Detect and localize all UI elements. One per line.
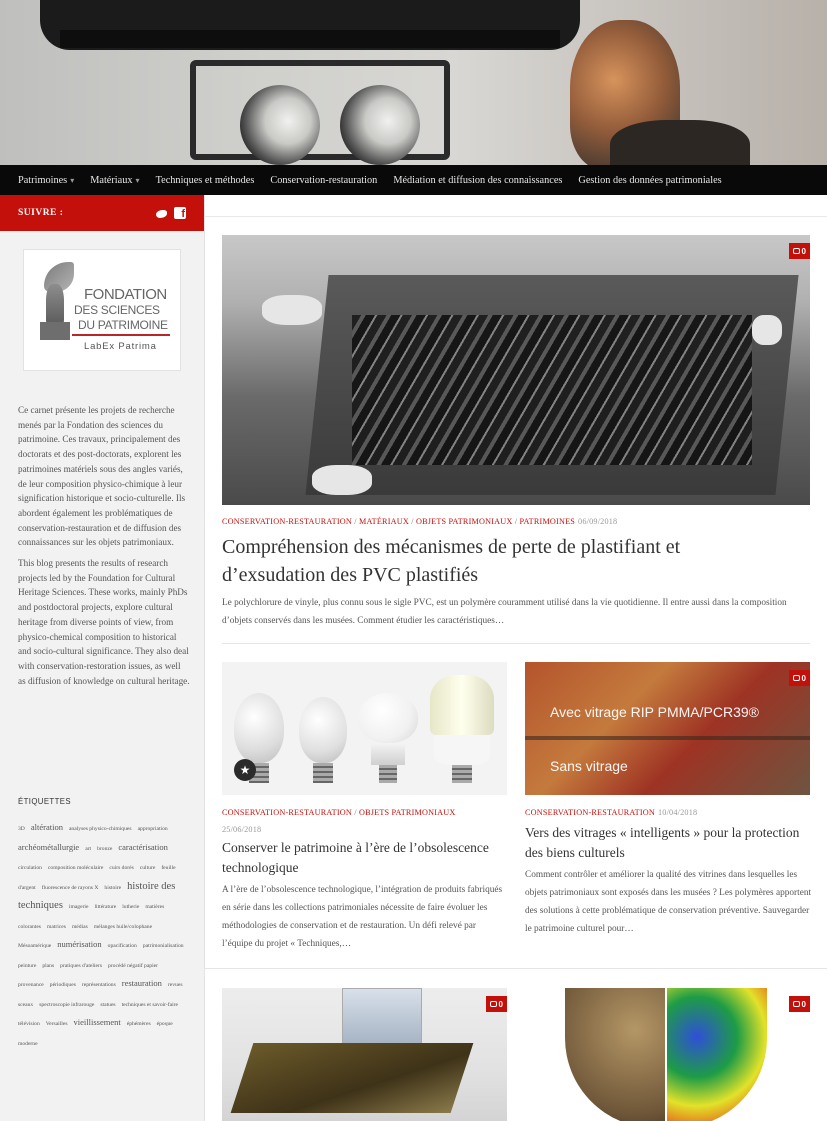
tag-link[interactable]: procédé négatif papier — [108, 962, 159, 969]
comment-count-badge[interactable]: 0 — [789, 670, 810, 686]
nav-item-techniques[interactable]: Techniques et méthodes — [155, 174, 255, 186]
post-date: 25/06/2018 — [222, 825, 262, 834]
tag-link[interactable]: revues — [167, 982, 183, 988]
facebook-icon[interactable]: f — [174, 207, 186, 219]
nav-item-conservation[interactable]: Conservation-restauration — [270, 174, 378, 186]
post-2-categories: CONSERVATION-RESTAURATION / OBJETS PATRIMONIAUX 25/06/2018 — [222, 808, 456, 834]
tag-link[interactable]: feuille d'argent — [18, 865, 176, 891]
comment-icon — [793, 248, 800, 254]
nav-item-gestion[interactable]: Gestion des données patrimoniales — [578, 174, 722, 186]
post-3-categories — [525, 804, 697, 821]
tag-link[interactable]: cuirs dorés — [109, 865, 134, 871]
bulb-icon — [294, 697, 352, 783]
tag-link[interactable]: représentations — [81, 982, 116, 988]
tag-link[interactable]: peinture — [18, 962, 37, 969]
tag-link[interactable]: altération — [30, 822, 63, 832]
tag-link[interactable]: sceaux — [18, 1001, 34, 1008]
winged-victory-icon — [36, 262, 74, 340]
category-link[interactable]: CONSERVATION-RESTAURATION — [222, 517, 352, 526]
tag-link[interactable]: provenance — [18, 982, 44, 988]
caret-down-icon: ▾ — [135, 175, 140, 185]
tag-link[interactable]: éphémères — [126, 1021, 151, 1027]
post-1-title[interactable]: Compréhension des mécanismes de perte de plastifiant et d’exsudation des PVC plastifiés — [222, 536, 681, 586]
post-3-title[interactable]: Vers des vitrages « intelligents » pour la protection des biens culturels — [525, 825, 800, 860]
tag-link[interactable]: vieillissement — [73, 1017, 121, 1027]
nav-item-mediation[interactable]: Médiation et diffusion des connaissances — [393, 174, 563, 186]
follow-bar — [0, 195, 204, 231]
about-text — [18, 403, 190, 694]
post-1-image[interactable] — [222, 235, 810, 505]
post-date: 06/09/2018 — [578, 517, 618, 526]
tag-link[interactable]: culture — [139, 865, 156, 871]
sidebar — [0, 195, 205, 1121]
post-4-image[interactable] — [222, 988, 507, 1121]
tag-link[interactable]: médias — [71, 923, 88, 930]
about-fr: Ce carnet présente les projets de recherche menés par la Fondation des sciences du patrimoine. Ces travaux, principalement des doctorats et des post-doctorats, explorent les patrimoines matériels sous des angles variés, de leur composition physico-chimique à leur signification historique et socio-culturelle. Ils abordent également les problématiques de conservation-restauration et de diffusion des connaissances sur les objets patrimoniaux. — [18, 405, 186, 548]
tag-link[interactable]: matières colorantes — [18, 904, 165, 930]
tag-link[interactable]: techniques et savoir-faire — [121, 1001, 179, 1008]
post-1-excerpt: Le polychlorure de vinyle, plus connu sous le sigle PVC, est un polymère couramment utilisé dans la vie quotidienne. Il entre aussi dans la composition d’objets conservés dans les musées. Comment étudier les caractéristiques… — [222, 598, 787, 626]
nav-item-materiaux[interactable]: Matériaux ▾ — [90, 174, 140, 186]
star-icon: ★ — [234, 759, 256, 781]
caret-down-icon: ▾ — [70, 175, 75, 185]
tag-link[interactable]: époque moderne — [18, 1021, 173, 1047]
about-en: This blog presents the results of research projects led by the Foundation for Cultural Heritage Sciences. These works, mainly PhDs and postdoctoral projects, explore cultural heritage from diverse points of view, from physico-chemical composition to historical and socio-cultural significance. They also deal with conservation-restoration issues, as well as diffusion of knowledge on cultural heritage. — [18, 558, 190, 686]
tag-link[interactable]: lutherie — [122, 904, 140, 910]
post-date: 10/04/2018 — [658, 808, 698, 817]
post-2-title[interactable]: Conserver le patrimoine à l’ère de l’obsolescence technologique — [222, 840, 489, 875]
tag-link[interactable]: télévision — [18, 1021, 40, 1027]
post-2-image[interactable] — [222, 662, 507, 795]
tag-link[interactable]: caractérisation — [118, 841, 168, 852]
twitter-icon[interactable] — [155, 208, 168, 219]
tag-link[interactable]: Mésoamérique — [18, 943, 52, 949]
category-link[interactable]: OBJETS PATRIMONIAUX — [358, 808, 456, 817]
category-link[interactable]: OBJETS PATRIMONIAUX — [415, 517, 513, 526]
comment-icon — [793, 1001, 800, 1007]
seal-false-color — [667, 988, 767, 1121]
tag-link[interactable]: numérisation — [57, 939, 102, 949]
post-3-excerpt: Comment contrôler et améliorer la qualité des vitrines dans lesquelles les objets patrimoniaux sont exposés dans les musées ? Les polymères apportent des solutions à cette problématique de conservation préventive. Sauvegarder le patrimoine culturel pour… — [525, 870, 812, 934]
tag-link[interactable]: art — [85, 845, 92, 852]
tag-link[interactable]: appropriation — [137, 826, 168, 832]
tag-link[interactable]: archéométallurgie — [18, 841, 80, 852]
tag-link[interactable]: imagerie — [68, 904, 89, 910]
main-nav — [0, 165, 827, 195]
tag-link[interactable]: patrimonialisation — [142, 943, 184, 949]
tag-link[interactable]: histoire des techniques — [18, 880, 176, 911]
seal-photo — [565, 988, 665, 1121]
tag-link[interactable]: Versailles — [45, 1021, 68, 1027]
post-5-image[interactable] — [525, 988, 810, 1121]
tag-cloud — [18, 818, 190, 1052]
follow-label: SUIVRE : — [18, 208, 64, 218]
tags-title: ÉTIQUETTES — [18, 797, 71, 806]
tag-link[interactable]: opacification — [107, 943, 137, 949]
comment-count-badge[interactable]: 0 — [789, 996, 810, 1012]
tag-link[interactable]: composition moléculaire — [47, 865, 104, 871]
post-1-categories: CONSERVATION-RESTAURATION / MATÉRIAUX / OBJETS PATRIMONIAUX / PATRIMOINES 06/09/2018 — [222, 517, 618, 526]
post-2-excerpt: A l’ère de l’obsolescence technologique, l’intégration de produits fabriqués en série dans les collections patrimoniales nécessite de faire évoluer les méthodologies de conservation et de restauration. Un défi relevé par l’équipe du projet « Techniques,… — [222, 885, 503, 949]
comment-count-badge[interactable]: 0 — [789, 243, 810, 259]
header-image — [0, 0, 827, 165]
foundation-logo[interactable]: FONDATION DES SCIENCES DU PATRIMOINE LabEx Patrima — [23, 249, 181, 371]
tag-link[interactable]: bronze — [97, 845, 113, 852]
category-link[interactable]: CONSERVATION-RESTAURATION — [525, 808, 655, 817]
tag-link[interactable]: mélanges huile/colophane — [93, 923, 153, 930]
comment-icon — [793, 675, 800, 681]
bulb-icon — [357, 693, 419, 783]
post-3-image[interactable]: Avec vitrage RIP PMMA/PCR39® Sans vitrage 0 — [525, 662, 810, 795]
tag-link[interactable]: périodiques — [49, 982, 76, 988]
tag-link[interactable]: 3D — [18, 826, 25, 832]
category-link[interactable]: PATRIMOINES — [519, 517, 576, 526]
category-link[interactable]: MATÉRIAUX — [358, 517, 409, 526]
category-link[interactable]: CONSERVATION-RESTAURATION — [222, 808, 352, 817]
tag-link[interactable]: littérature — [94, 904, 117, 910]
tag-link[interactable]: analyses physico-chimiques — [68, 826, 132, 832]
comment-icon — [490, 1001, 497, 1007]
tag-link[interactable]: statues — [100, 1001, 116, 1008]
tag-link[interactable]: fluorescence de rayons X — [41, 884, 99, 891]
tag-link[interactable]: plans — [42, 962, 55, 969]
tag-link[interactable]: pratiques d'ateliers — [60, 962, 102, 969]
tag-link[interactable]: restauration — [121, 978, 162, 988]
nav-item-patrimoines[interactable]: Patrimoines ▾ — [18, 174, 75, 186]
tag-link[interactable]: spectroscopie infrarouge — [39, 1001, 95, 1008]
tag-link[interactable]: circulation — [18, 865, 42, 871]
tag-link[interactable]: histoire — [104, 884, 122, 891]
bulb-icon — [427, 675, 497, 783]
comment-count-badge[interactable]: 0 — [486, 996, 507, 1012]
tag-link[interactable]: matrices — [47, 923, 66, 930]
